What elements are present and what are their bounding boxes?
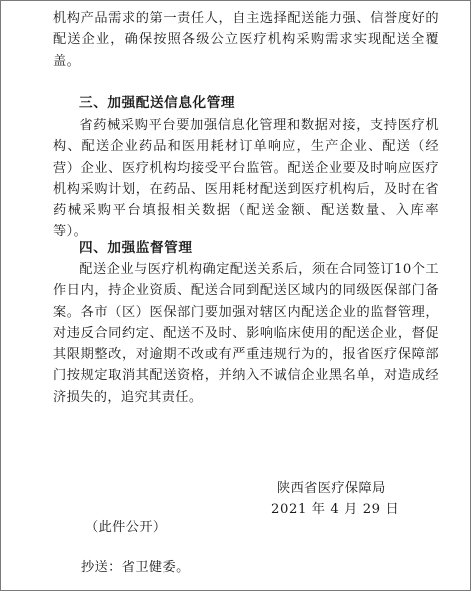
signature-date: 2021 年 4 月 29 日 — [271, 502, 400, 517]
public-notice: （此件公开） — [85, 520, 167, 535]
intro-paragraph: 机构产品需求的第一责任人，自主选择配送能力强、信誉度好的配送企业，确保按照各级公立医疗机构采购需求实现配送全覆盖。 — [53, 11, 439, 69]
section-4-heading: 四、加强监督管理 — [79, 240, 193, 256]
section-3-body: 省药械采购平台要加强信息化管理和数据对接，支持医疗机构、配送企业药品和医用耗材订单响应，生产企业、配送（经营）企业、医疗机构均接受平台监管。配送企业要及时响应医疗机构采购计划，在药品、医用耗材配送到医疗机构后，及时在省药械采购平台填报相关数据（配送金额、配送数量、入库率等）。 — [53, 118, 439, 240]
section-3-heading: 三、加强配送信息化管理 — [79, 95, 236, 111]
section-4-body: 配送企业与医疗机构确定配送关系后，须在合同签订10个工作日内，持企业资质、配送合同到配送区域内的同级医保部门备案。各市（区）医保部门要加强对辖区内配送企业的监督管理，对违反合同约定、配送不及时、影响临床使用的配送企业，督促其限期整改，对逾期不改或有严重违规行为的，报省医疗保障部门按规定取消其配送资格，并纳入不诚信企业黑名单，对造成经济损失的，追究其责任。 — [53, 262, 439, 405]
signature-organization: 陕西省医疗保障局 — [277, 481, 386, 496]
cc-line: 抄送：省卫健委。 — [81, 560, 190, 575]
